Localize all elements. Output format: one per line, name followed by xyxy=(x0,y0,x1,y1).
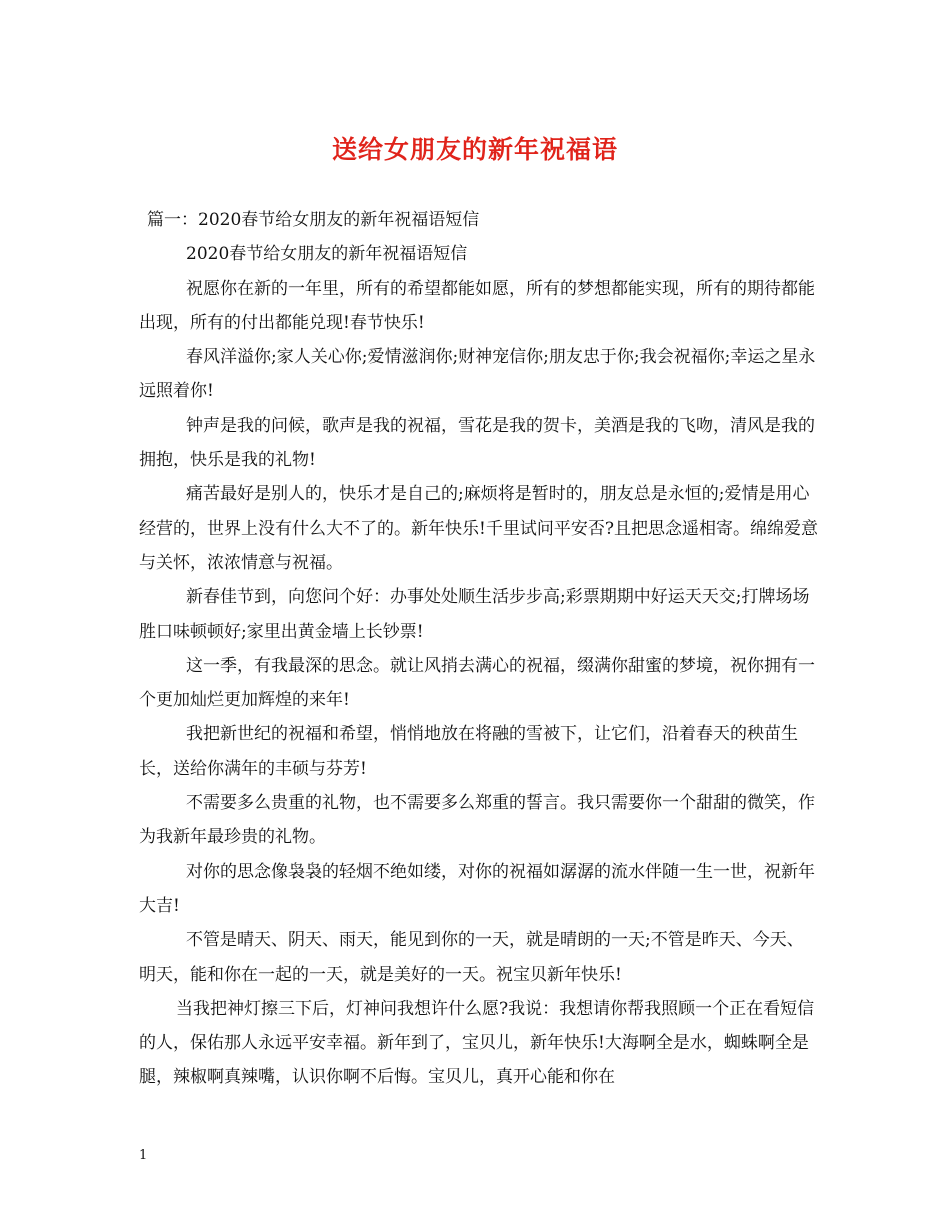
paragraph: 新春佳节到，向您问个好：办事处处顺生活步步高;彩票期期中好运天天交;打牌场场胜口味顿顿好;家里出黄金墙上长钞票! xyxy=(139,587,810,642)
paragraph: 春风洋溢你;家人关心你;爱情滋润你;财神宠信你;朋友忠于你;我会祝福你;幸运之星永远照着你! xyxy=(139,347,816,402)
paragraph: 当我把神灯擦三下后，灯神问我想许什么愿?我说：我想请你帮我照顾一个正在看短信的人，保佑那人永远平安幸福。新年到了，宝贝儿，新年快乐!大海啊全是水，蜘蛛啊全是腿，辣椒啊真辣嘴，认识你啊不后悔。宝贝儿，真开心能和你在 xyxy=(139,998,815,1088)
paragraph: 钟声是我的问候，歌声是我的祝福，雪花是我的贺卡，美酒是我的飞吻，清风是我的拥抱，快乐是我的礼物! xyxy=(139,415,815,471)
paragraph: 对你的思念像袅袅的轻烟不绝如缕，对你的祝福如潺潺的流水伴随一生一世，祝新年大吉! xyxy=(139,861,815,916)
paragraph: 这一季，有我最深的思念。就让风捎去满心的祝福，缀满你甜蜜的梦境，祝你拥有一个更加灿烂更加辉煌的来年! xyxy=(139,655,815,711)
page-number: 1 xyxy=(139,1148,148,1163)
document-title: 送给女朋友的新年祝福语 xyxy=(331,135,618,164)
paragraph: 我把新世纪的祝福和希望，悄悄地放在将融的雪被下，让它们，沿着春天的秧苗生长，送给你满年的丰硕与芬芳! xyxy=(139,724,798,779)
paragraph: 痛苦最好是别人的，快乐才是自己的;麻烦将是暂时的，朋友总是永恒的;爱情是用心经营的，世界上没有什么大不了的。新年快乐!千里试问平安否?且把思念遥相寄。绵绵爱意与关怀，浓浓情意与祝福。 xyxy=(139,484,818,573)
paragraph: 不需要多么贵重的礼物，也不需要多么郑重的誓言。我只需要你一个甜甜的微笑，作为我新年最珍贵的礼物。 xyxy=(139,793,815,848)
document-body xyxy=(139,203,819,1095)
subheading: 2020春节给女朋友的新年祝福语短信 xyxy=(186,244,468,265)
paragraph: 祝愿你在新的一年里，所有的希望都能如愿，所有的梦想都能实现，所有的期待都能出现，所有的付出都能兑现!春节快乐! xyxy=(139,278,815,333)
paragraph: 不管是晴天、阴天、雨天，能见到你的一天，就是晴朗的一天;不管是昨天、今天、明天，能和你在一起的一天，就是美好的一天。祝宝贝新年快乐! xyxy=(139,930,804,985)
section-heading: 篇一：2020春节给女朋友的新年祝福语短信 xyxy=(147,210,480,230)
